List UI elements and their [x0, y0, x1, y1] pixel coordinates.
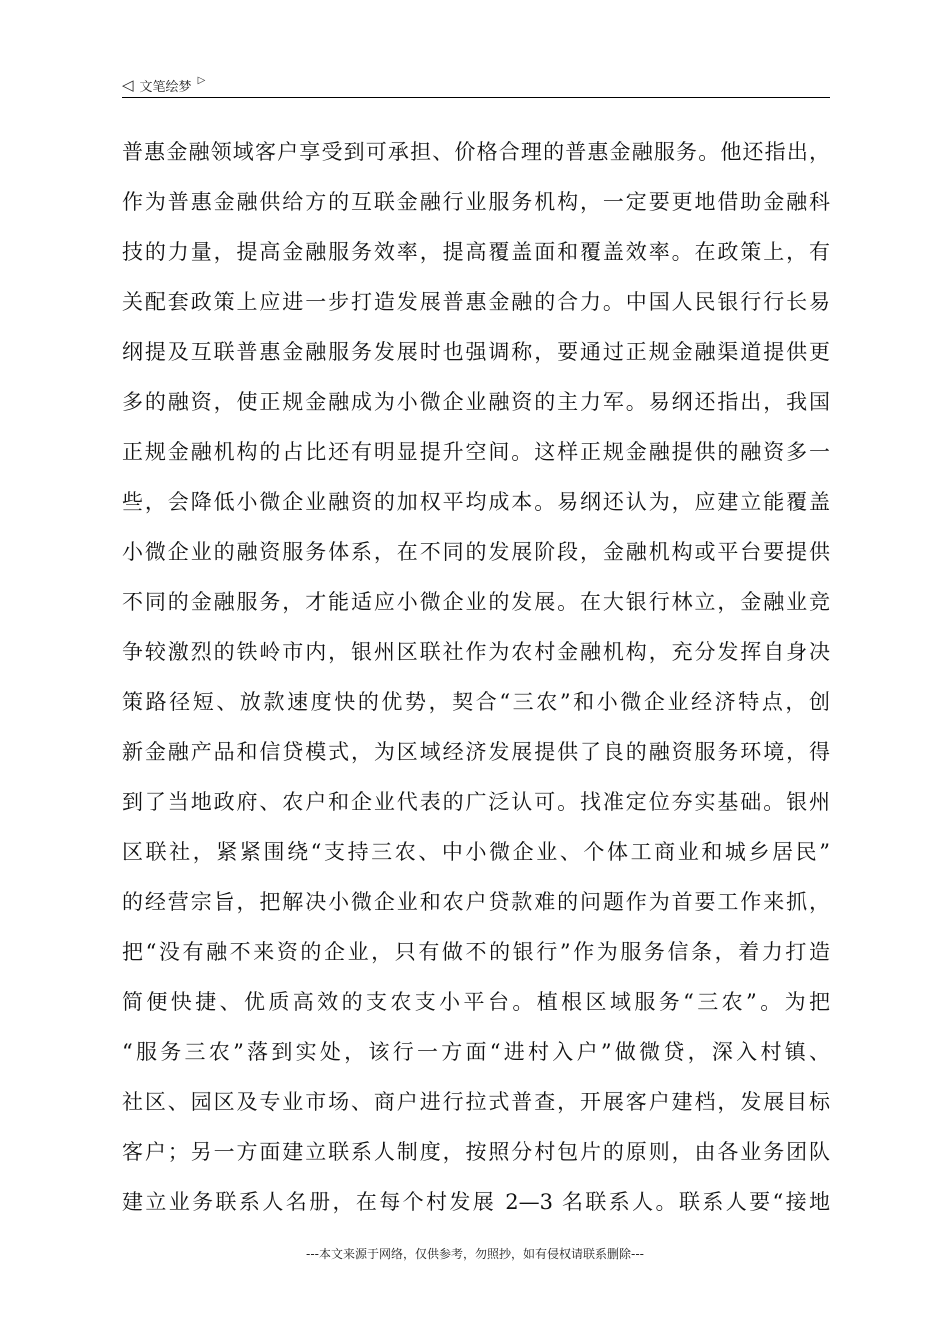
text-line: 不同的金融服务，才能适应小微企业的发展。在大银行林立，金融业竞 — [122, 590, 830, 614]
text-line: 区联社，紧紧围绕“支持三农、中小微企业、个体工商业和城乡居民” — [122, 840, 830, 864]
text-line: 作为普惠金融供给方的互联金融行业服务机构，一定要更地借助金融科 — [122, 190, 830, 214]
text-line: 到了当地政府、农户和企业代表的广泛认可。找准定位夯实基础。银州 — [122, 790, 830, 814]
triangle-right-icon: ▷ — [197, 75, 206, 86]
text-line: 技的力量，提高金融服务效率，提高覆盖面和覆盖效率。在政策上，有 — [122, 240, 830, 264]
body-text — [122, 127, 830, 1227]
text-line: 简便快捷、优质高效的支农支小平台。植根区域服务“三农”。为把 — [122, 990, 830, 1014]
text-line: 争较激烈的铁岭市内，银州区联社作为农村金融机构，充分发挥自身决 — [122, 640, 830, 664]
text-line: 普惠金融领域客户享受到可承担、价格合理的普惠金融服务。他还指出， — [122, 140, 830, 164]
text-line: 新金融产品和信贷模式，为区域经济发展提供了良的融资服务环境，得 — [122, 740, 830, 764]
text-line: 客户；另一方面建立联系人制度，按照分村包片的原则，由各业务团队 — [122, 1140, 830, 1164]
text-line: 关配套政策上应进一步打造发展普惠金融的合力。中国人民银行行长易 — [122, 290, 830, 314]
text-line: 社区、园区及专业市场、商户进行拉式普查，开展客户建档，发展目标 — [122, 1090, 830, 1114]
text-line: 小微企业的融资服务体系，在不同的发展阶段，金融机构或平台要提供 — [122, 540, 830, 564]
text-line: 策路径短、放款速度快的优势，契合“三农”和小微企业经济特点，创 — [122, 690, 830, 714]
header-divider — [122, 97, 830, 98]
text-line: 把“没有融不来资的企业，只有做不的银行”作为服务信条，着力打造 — [122, 940, 830, 964]
text-line: 些，会降低小微企业融资的加权平均成本。易纲还认为，应建立能覆盖 — [122, 490, 830, 514]
triangle-left-icon: ◁ — [122, 75, 134, 94]
text-line: 纲提及互联普惠金融服务发展时也强调称，要通过正规金融渠道提供更 — [122, 340, 830, 364]
text-line: 多的融资，使正规金融成为小微企业融资的主力军。易纲还指出，我国 — [122, 390, 830, 414]
text-line: “服务三农”落到实处，该行一方面“进村入户”做微贷，深入村镇、 — [122, 1040, 830, 1064]
page-footer: ---本文来源于网络，仅供参考，勿照抄，如有侵权请联系删除--- — [306, 1247, 644, 1261]
text-line: 正规金融机构的占比还有明显提升空间。这样正规金融提供的融资多一 — [122, 440, 830, 464]
header-title: 文笔绘梦 — [139, 79, 192, 95]
text-line: 的经营宗旨，把解决小微企业和农户贷款难的问题作为首要工作来抓， — [122, 890, 830, 914]
page-header — [122, 74, 830, 96]
text-line: 建立业务联系人名册，在每个村发展 2—3 名联系人。联系人要“接地 — [122, 1190, 830, 1214]
